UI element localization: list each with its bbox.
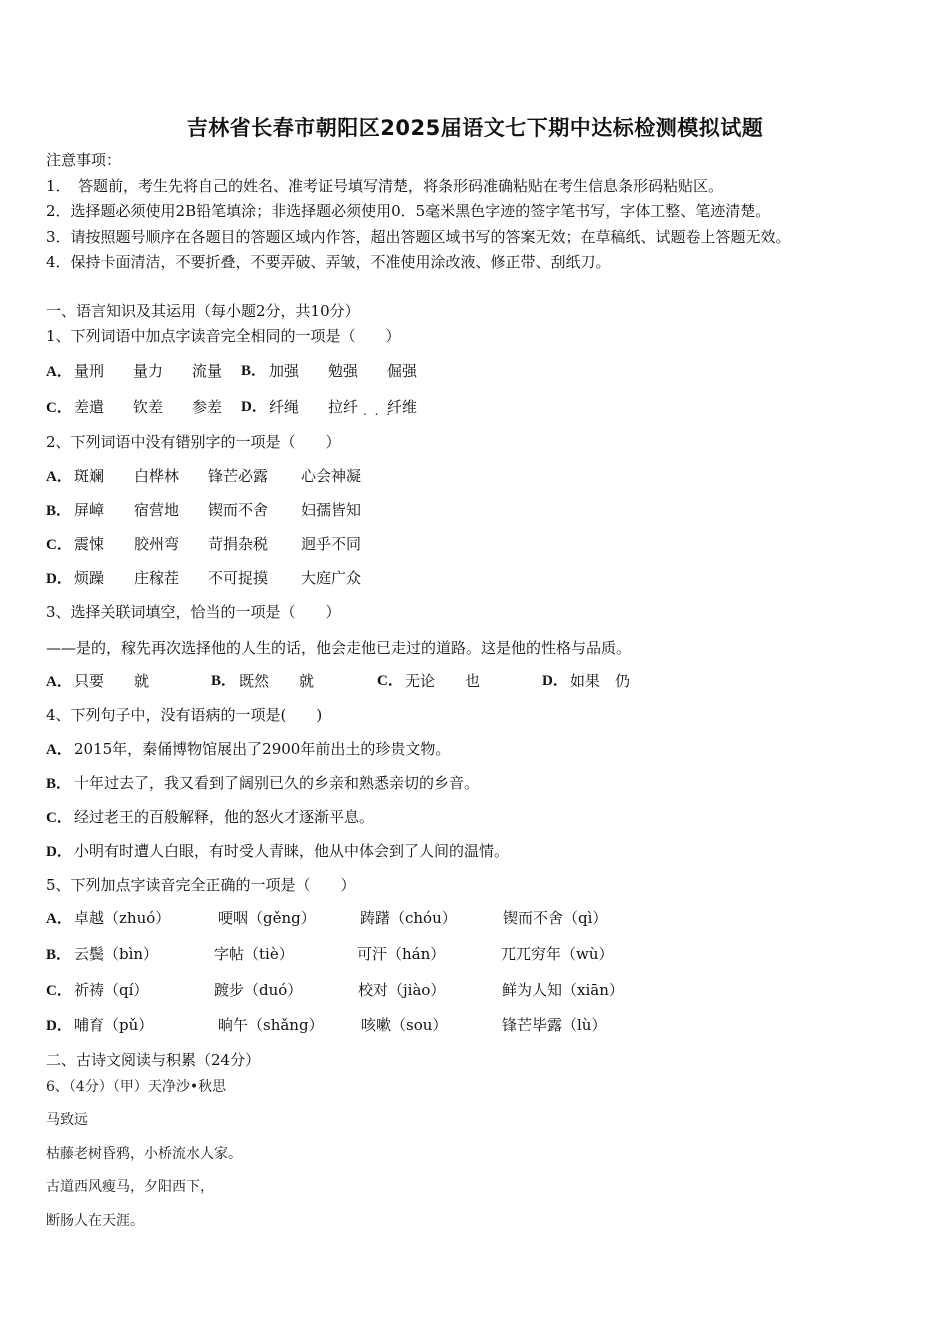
option-text: 小明有时遭人白眼，有时受人青睐，他从中体会到了人间的温情。 xyxy=(74,842,510,860)
option-label: A． xyxy=(46,742,72,758)
word: 卓越（zhuó） xyxy=(74,909,171,927)
question-sentence: ——是的，稼先再次选择他的人生的话，他会走他已走过的道路。这是他的性格与品质。 xyxy=(46,639,632,657)
word: 差遣 xyxy=(74,398,105,416)
word: 拉纤 xyxy=(328,398,359,416)
word: 量刑 xyxy=(74,362,105,380)
word: 妇孺皆知 xyxy=(301,501,362,519)
word: 纤绳 xyxy=(269,398,300,416)
section-heading: 一、语言知识及其运用（每小题2分，共10分） xyxy=(46,302,360,320)
option-label: D． xyxy=(542,673,568,689)
q1-row-ab xyxy=(46,361,418,382)
option-label: C． xyxy=(46,537,72,553)
q1-row-cd xyxy=(46,397,418,418)
q2-option xyxy=(46,568,362,589)
q5-option xyxy=(46,944,614,965)
option-label: A． xyxy=(46,911,72,927)
q3-options xyxy=(46,671,631,692)
option-label: A． xyxy=(46,674,72,690)
word: 锋芒毕露（lù） xyxy=(502,1016,607,1034)
word: 晌午（shǎng） xyxy=(218,1016,324,1034)
word: 量力 xyxy=(133,362,164,380)
option-label: D． xyxy=(46,1018,72,1034)
word: 校对（jiào） xyxy=(358,981,446,999)
option-text: 2015年，秦俑博物馆展出了2900年前出土的珍贵文物。 xyxy=(74,740,451,758)
notice-heading: 注意事项： xyxy=(46,151,122,169)
option-label: B． xyxy=(241,363,267,379)
q5-option xyxy=(46,908,608,929)
word: 鲜为人知（xiān） xyxy=(502,981,624,999)
question-stem: 6、（4分）（甲）天净沙•秋思 xyxy=(46,1079,227,1095)
q2-option xyxy=(46,466,362,487)
poem-line: 枯藤老树昏鸦，小桥流水人家。 xyxy=(46,1146,242,1162)
word: 可汗（hán） xyxy=(357,945,446,963)
question-stem: 1、下列词语中加点字读音完全相同的一项是（ ） xyxy=(46,327,401,345)
word: 心会神凝 xyxy=(301,467,362,485)
word: 锲而不舍 xyxy=(208,501,269,519)
word: 钦差 xyxy=(133,398,164,416)
question-stem: 3、选择关联词填空，恰当的一项是（ ） xyxy=(46,603,341,621)
q2-option xyxy=(46,534,362,555)
word: 屏嶂 xyxy=(74,501,105,519)
option-label: C． xyxy=(46,400,72,416)
emphasis-dots: . . . xyxy=(363,404,393,418)
option-label: C． xyxy=(46,810,72,826)
q2-option xyxy=(46,500,362,521)
option-label: C． xyxy=(377,673,403,689)
word: 勉强 xyxy=(328,362,359,380)
word: 咳嗽（sou） xyxy=(361,1016,448,1034)
word: 斑斓 xyxy=(74,467,105,485)
option-label: A． xyxy=(46,364,72,380)
section-heading: 二、古诗文阅读与积累（24分） xyxy=(46,1051,261,1069)
word: 踱步（duó） xyxy=(214,981,303,999)
question-stem: 4、下列句子中，没有语病的一项是( ) xyxy=(46,706,323,724)
word: 祈祷（qí） xyxy=(74,981,149,999)
option-label: A． xyxy=(46,469,72,485)
word: 庄稼茬 xyxy=(134,569,180,587)
option-text: 无论 也 xyxy=(405,672,481,690)
page-title: 吉林省长春市朝阳区2025届语文七下期中达标检测模拟试题 xyxy=(186,116,764,140)
option-text: 经过老王的百般解释，他的怒火才逐渐平息。 xyxy=(74,808,375,826)
word: 纤维 xyxy=(387,398,418,416)
option-text: 只要 就 xyxy=(74,672,150,690)
q5-option xyxy=(46,980,624,1001)
word: 踌躇（chóu） xyxy=(360,909,457,927)
word: 锲而不舍（qì） xyxy=(503,909,608,927)
option-label: B． xyxy=(46,776,72,792)
word: 烦躁 xyxy=(74,569,105,587)
word: 哺育（pǔ） xyxy=(74,1016,154,1034)
option-text: 十年过去了，我又看到了阔别已久的乡亲和熟悉亲切的乡音。 xyxy=(74,774,480,792)
word: 震悚 xyxy=(74,535,105,553)
word: 倔强 xyxy=(387,362,418,380)
word: 大庭广众 xyxy=(301,569,362,587)
option-label: D． xyxy=(241,399,267,415)
word: 宿营地 xyxy=(134,501,180,519)
word: 胶州弯 xyxy=(134,535,180,553)
word: 白桦林 xyxy=(134,467,180,485)
word: 流量 xyxy=(192,362,223,380)
option-label: C． xyxy=(46,983,72,999)
option-label: D． xyxy=(46,571,72,587)
notice-item: 2．选择题必须使用2B铅笔填涂；非选择题必须使用0．5毫米黑色字迹的签字笔书写，字体工整、笔迹清楚。 xyxy=(46,202,771,220)
option-label: D． xyxy=(46,844,72,860)
q4-option xyxy=(46,841,510,862)
q4-option xyxy=(46,807,375,828)
option-label: B． xyxy=(211,673,237,689)
question-stem: 2、下列词语中没有错别字的一项是（ ） xyxy=(46,433,341,451)
poem-line: 断肠人在天涯。 xyxy=(46,1213,144,1229)
option-text: 如果 仍 xyxy=(570,672,631,690)
q4-option xyxy=(46,739,451,760)
word: 参差 xyxy=(192,398,223,416)
notice-item: 1． 答题前，考生先将自己的姓名、准考证号填写清楚，将条形码准确粘贴在考生信息条形码粘贴区。 xyxy=(46,177,724,195)
word: 哽咽（gěng） xyxy=(218,909,316,927)
word: 苛捐杂税 xyxy=(208,535,269,553)
notice-item: 4．保持卡面清洁，不要折叠，不要弄破、弄皱，不准使用涂改液、修正带、刮纸刀。 xyxy=(46,253,611,271)
q4-option xyxy=(46,773,480,794)
word: 字帖（tiè） xyxy=(214,945,294,963)
word: 云鬓（bìn） xyxy=(74,945,159,963)
word: 不可捉摸 xyxy=(208,569,269,587)
word: 加强 xyxy=(269,362,300,380)
poem-line: 古道西风瘦马，夕阳西下， xyxy=(46,1179,214,1195)
notice-item: 3．请按照题号顺序在各题目的答题区域内作答，超出答题区域书写的答案无效；在草稿纸、试题卷上答题无效。 xyxy=(46,228,791,246)
option-text: 既然 就 xyxy=(239,672,315,690)
word: 兀兀穷年（wù） xyxy=(501,945,614,963)
word: 锋芒必露 xyxy=(208,467,269,485)
question-stem: 5、下列加点字读音完全正确的一项是（ ） xyxy=(46,876,356,894)
option-label: B． xyxy=(46,947,72,963)
q5-option xyxy=(46,1015,607,1036)
option-label: B． xyxy=(46,503,72,519)
poem-author: 马致远 xyxy=(46,1112,88,1128)
word: 迥乎不同 xyxy=(301,535,362,553)
